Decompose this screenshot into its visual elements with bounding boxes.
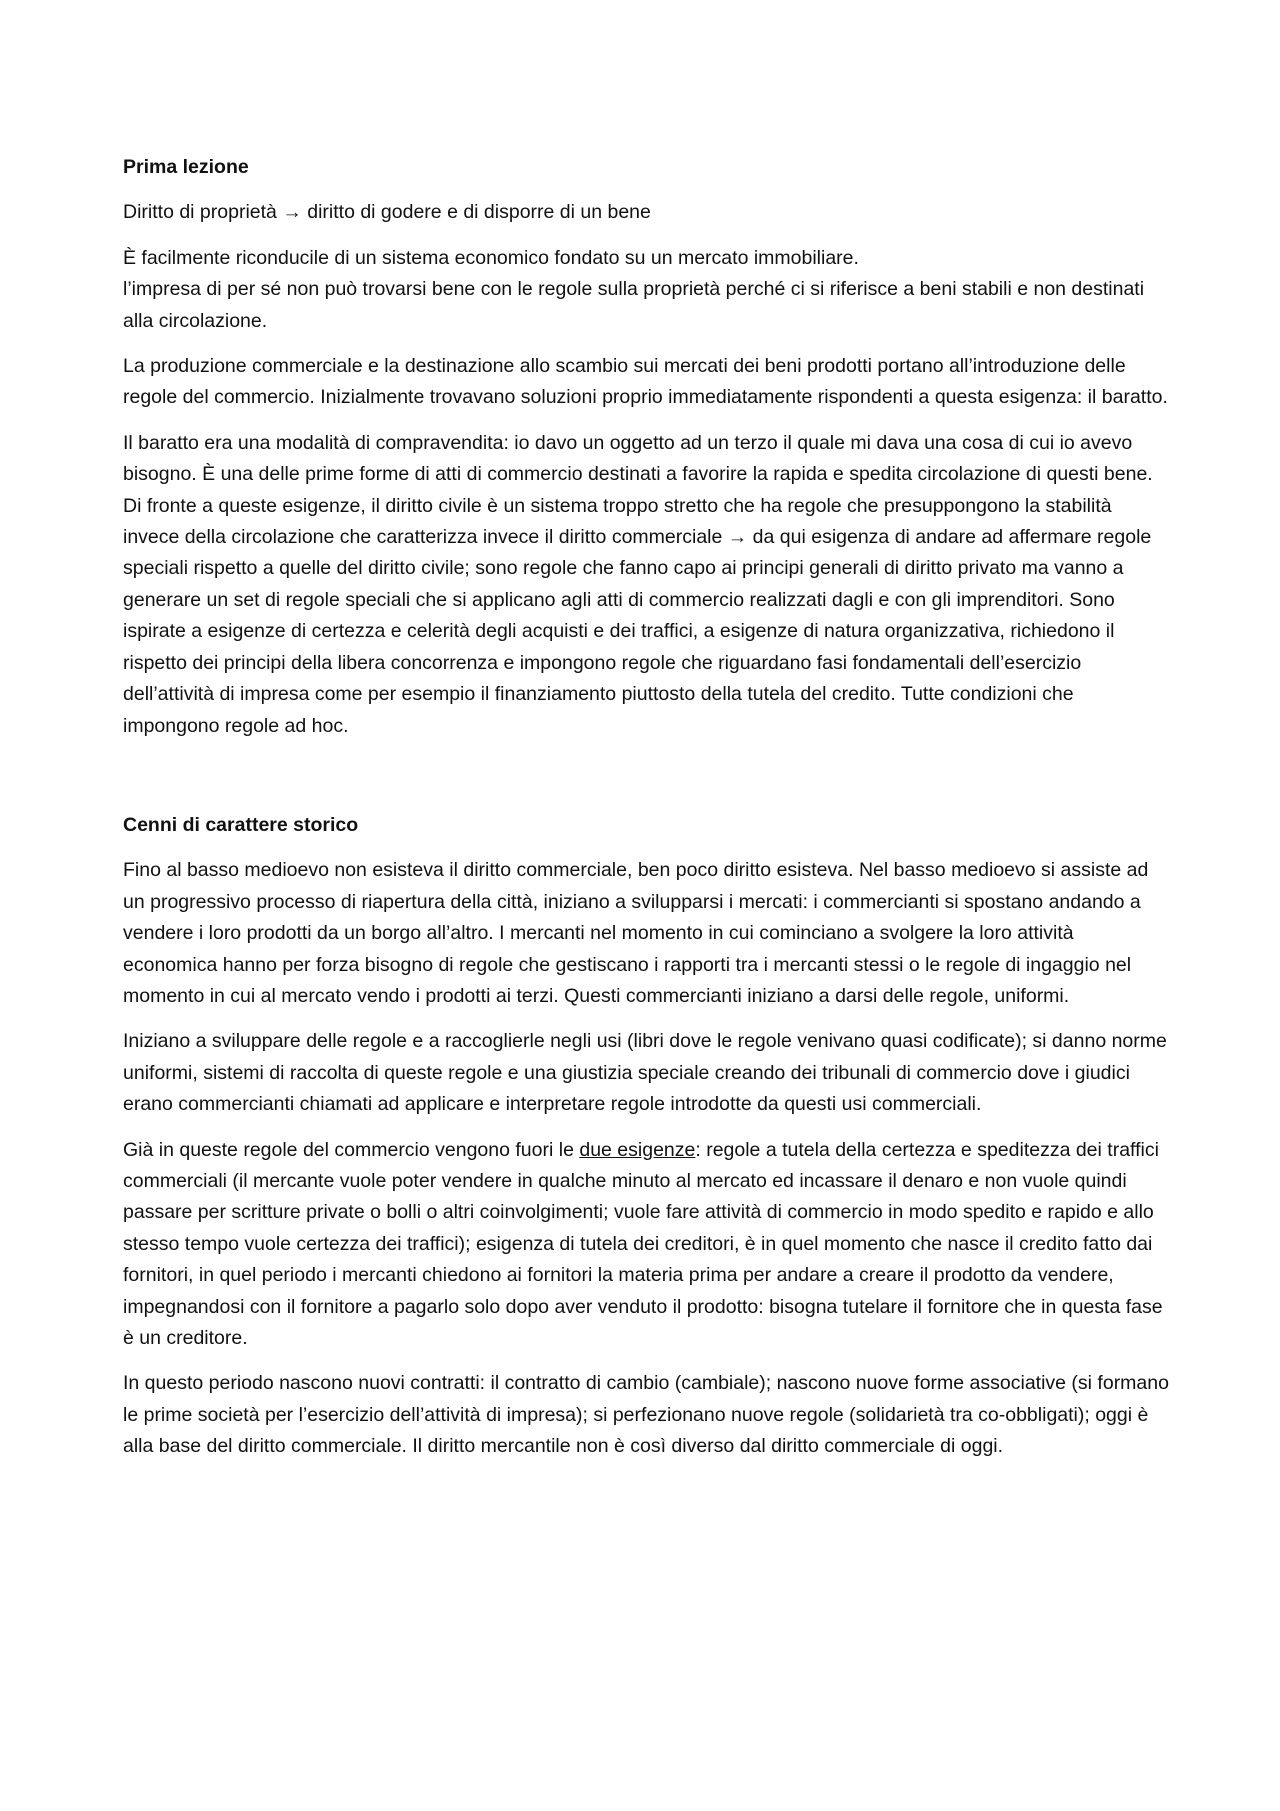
section-title-prima-lezione: Prima lezione xyxy=(123,156,249,178)
paragraph-usi-commerciali: Iniziano a sviluppare delle regole e a raccoglierle negli usi (libri dove le regole venivano quasi codificate); si danno norme uniformi, sistemi di raccolta di queste regole e una giustizia speciale creando dei tribunali di commercio dove i giudici erano commercianti chiamati ad applicare e interpretare regole introdotte da questi usi commerciali. xyxy=(123,1030,1167,1116)
paragraph-line: È facilmente riconducile di un sistema economico fondato su un mercato immobiliare. xyxy=(123,246,859,269)
paragraph-text: : regole a tutela della certezza e speditezza dei traffici commerciali (il mercante vuole poter vendere in qualche minuto al mercato ed incassare il denaro e non vuole quindi passare per scritture private o bolli o altri coinvolgimenti; vuole fare attività di commercio in modo spedito e rapido e allo stesso tempo vuole certezza dei traffici); esigenza di tutela dei creditori, è in quel momento che nasce il credito fatto dai fornitori, in quel periodo i mercanti chiedono ai fornitori la materia prima per andare a creare il prodotto da vendere, impegnandosi con il fornitore a pagarlo solo dopo aver venduto il prodotto: bisogna tutelare il fornitore che in questa fase è un creditore. xyxy=(123,1138,1163,1349)
paragraph-mercato-immobiliare xyxy=(123,243,1173,337)
paragraph-basso-medioevo: Fino al basso medioevo non esisteva il diritto commerciale, ben poco diritto esisteva. Nel basso medioevo si assiste ad un progressivo processo di riapertura della città, iniziano a svilupparsi i mercati: i commercianti si spostano andando a vendere i loro prodotti da un borgo all’altro. I mercanti nel momento in cui cominciano a svolgere la loro attività economica hanno per forza bisogno di regole che gestiscano i rapporti tra i mercanti stessi o le regole di ingaggio nel momento in cui al mercato vendo i prodotti ai terzi. Questi commercianti iniziano a darsi delle regole, uniformi. xyxy=(123,859,1149,1007)
paragraph-due-esigenze xyxy=(123,1135,1173,1355)
paragraph-diritto-di-proprieta: Diritto di proprietà → diritto di godere e di disporre di un bene xyxy=(123,201,651,224)
paragraph-text: Già in queste regole del commercio vengono fuori le xyxy=(123,1138,580,1161)
paragraph-produzione-commerciale: La produzione commerciale e la destinazione allo scambio sui mercati dei beni prodotti portano all’introduzione delle regole del commercio. Inizialmente trovavano soluzioni proprio immediatamente rispondenti a questa esigenza: il baratto. xyxy=(123,355,1168,409)
paragraph-nuovi-contratti: In questo periodo nascono nuovi contratti: il contratto di cambio (cambiale); nascono nuove forme associative (si formano le prime società per l’esercizio dell’attività di impresa); si perfezionano nuove regole (solidarietà tra co-obbligati); oggi è alla base del diritto commerciale. Il diritto mercantile non è così diverso dal diritto commerciale di oggi. xyxy=(123,1372,1169,1458)
underlined-text: due esigenze xyxy=(579,1138,696,1161)
paragraph-baratto: Il baratto era una modalità di compravendita: io davo un oggetto ad un terzo il quale mi dava una cosa di cui io avevo bisogno. È una delle prime forme di atti di commercio destinati a favorire la rapida e spedita circolazione di questi bene. Di fronte a queste esigenze, il diritto civile è un sistema troppo stretto che ha regole che presuppongono la stabilità invece della circolazione che caratterizza invece il diritto commerciale → da qui esigenza di andare ad affermare regole speciali rispetto a quelle del diritto civile; sono regole che fanno capo ai principi generali di diritto privato ma vanno a generare un set di regole speciali che si applicano agli atti di commercio realizzati dagli e con gli imprenditori. Sono ispirate a esigenze di certezza e celerità degli acquisti e dei traffici, a esigenze di natura organizzativa, richiedono il rispetto dei principi della libera concorrenza e impongono regole che riguardano fasi fondamentali dell’esercizio dell’attività di impresa come per esempio il finanziamento piuttosto della tutela del credito. Tutte condizioni che impongono regole ad hoc. xyxy=(123,431,1153,737)
document-body xyxy=(123,152,1173,1477)
paragraph-line: l’impresa di per sé non può trovarsi bene con le regole sulla proprietà perché ci si riferisce a beni stabili e non destinati alla circolazione. xyxy=(123,278,1145,332)
section-spacer xyxy=(123,756,1173,810)
section-title-cenni-storici: Cenni di carattere storico xyxy=(123,813,359,836)
